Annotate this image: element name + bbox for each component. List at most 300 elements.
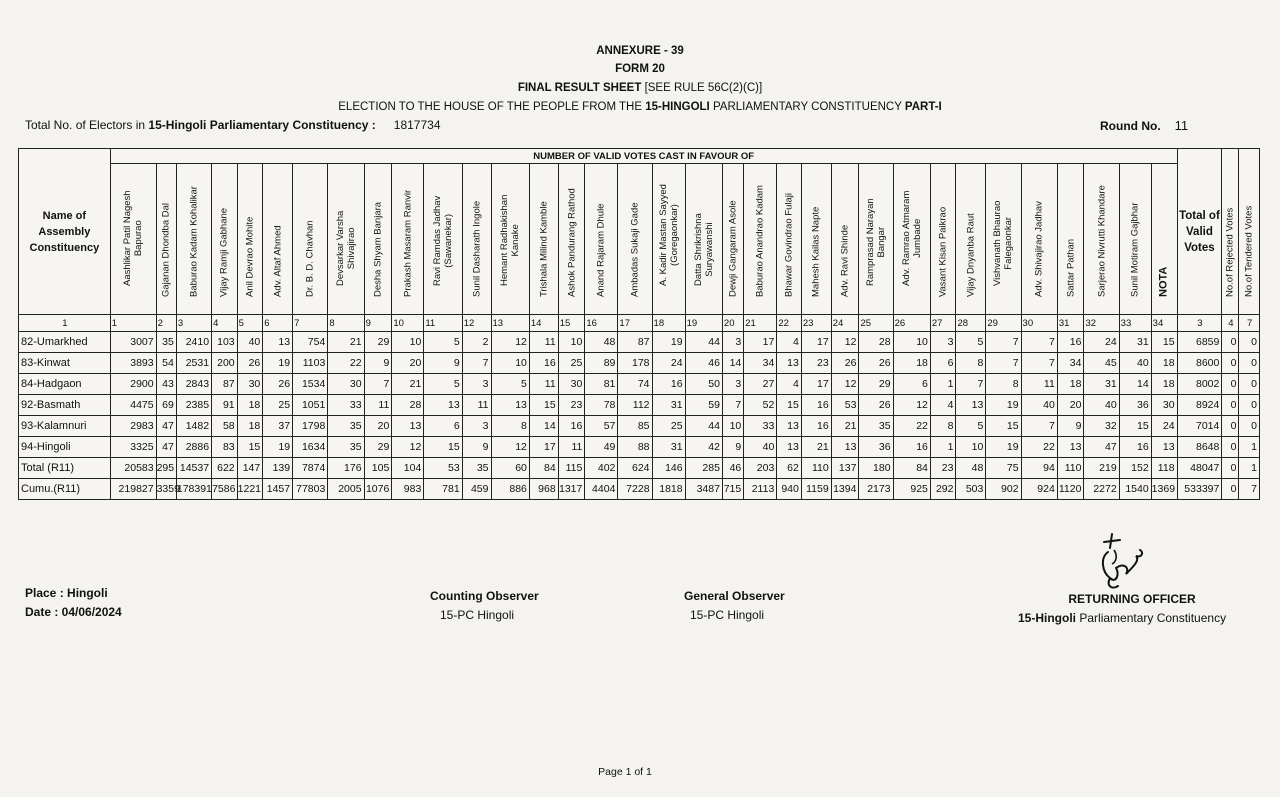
- vote-cell: 21: [801, 437, 831, 458]
- column-index: 17: [618, 315, 652, 332]
- row-name: 82-Umarkhed: [19, 332, 111, 353]
- vote-cell: 7: [1021, 353, 1057, 374]
- vote-cell: 1369: [1151, 479, 1177, 500]
- vote-cell: 13: [1151, 437, 1177, 458]
- rejected-header: [1222, 149, 1239, 315]
- round-number: [1100, 118, 1188, 133]
- vote-cell: 35: [462, 458, 491, 479]
- column-index: 28: [956, 315, 986, 332]
- candidate-header: [831, 164, 859, 315]
- vote-cell: 12: [831, 374, 859, 395]
- vote-cell: 13: [777, 437, 802, 458]
- candidate-name: Baburao Kadam Kohalikar: [188, 186, 200, 297]
- vote-cell: 31: [652, 437, 685, 458]
- electors-value: 1817734: [393, 118, 441, 132]
- candidate-name: Mahesh Kailas Napte: [810, 206, 822, 297]
- vote-cell: 924: [1021, 479, 1057, 500]
- vote-cell: 1: [930, 374, 956, 395]
- vote-cell: 24: [652, 353, 685, 374]
- total-cell: 8648: [1177, 437, 1222, 458]
- vote-cell: 84: [893, 458, 930, 479]
- vote-cell: 2005: [328, 479, 364, 500]
- vote-cell: 1: [930, 437, 956, 458]
- vote-cell: 110: [801, 458, 831, 479]
- column-index: 5: [237, 315, 263, 332]
- candidate-header: [328, 164, 364, 315]
- candidate-name: Gajanan Dhondba Dal: [160, 202, 172, 297]
- column-index: 16: [585, 315, 618, 332]
- name-header: Name of Assembly Constituency: [19, 149, 111, 315]
- vote-cell: 9: [364, 353, 392, 374]
- vote-cell: 3487: [685, 479, 722, 500]
- vote-cell: 2983: [110, 416, 156, 437]
- row-name: Cumu.(R11): [19, 479, 111, 500]
- candidate-header: [893, 164, 930, 315]
- column-index: 6: [263, 315, 293, 332]
- tendered-cell: 0: [1239, 395, 1260, 416]
- vote-cell: 60: [491, 458, 529, 479]
- vote-cell: 16: [558, 416, 585, 437]
- candidate-name: Vishvanath Bhaurao Falegaonkar: [992, 200, 1015, 286]
- vote-cell: 7: [722, 395, 743, 416]
- vote-cell: 968: [529, 479, 558, 500]
- election-pre: ELECTION TO THE HOUSE OF THE PEOPLE FROM THE: [338, 101, 646, 113]
- vote-cell: 32: [1084, 416, 1119, 437]
- vote-cell: 7: [956, 374, 986, 395]
- vote-cell: 1457: [263, 479, 293, 500]
- candidate-header: [956, 164, 986, 315]
- vote-cell: 14: [1119, 374, 1151, 395]
- vote-cell: 62: [777, 458, 802, 479]
- table-row: [19, 332, 1260, 353]
- vote-cell: 5: [956, 416, 986, 437]
- vote-cell: 16: [652, 374, 685, 395]
- vote-cell: 2531: [176, 353, 211, 374]
- returning-officer-title: RETURNING OFFICER: [1068, 592, 1196, 606]
- counting-observer-block: [430, 587, 539, 625]
- vote-cell: 23: [558, 395, 585, 416]
- vote-cell: 85: [618, 416, 652, 437]
- candidate-header: [558, 164, 585, 315]
- vote-cell: 2900: [110, 374, 156, 395]
- candidate-header: [1057, 164, 1084, 315]
- vote-cell: 292: [930, 479, 956, 500]
- vote-cell: 7: [364, 374, 392, 395]
- candidate-header: [462, 164, 491, 315]
- rejected-cell: 0: [1222, 479, 1239, 500]
- vote-cell: 13: [491, 395, 529, 416]
- table-row: [19, 437, 1260, 458]
- candidate-name: Dewji Gangaram Asole: [727, 200, 739, 297]
- vote-cell: 983: [392, 479, 424, 500]
- vote-cell: 37: [263, 416, 293, 437]
- header-row-top: [19, 149, 1260, 164]
- vote-cell: 35: [859, 416, 893, 437]
- vote-cell: 25: [558, 353, 585, 374]
- candidate-header: [585, 164, 618, 315]
- vote-cell: 104: [392, 458, 424, 479]
- vote-cell: 1634: [293, 437, 328, 458]
- column-index: 32: [1084, 315, 1119, 332]
- vote-cell: 18: [237, 416, 263, 437]
- vote-cell: 69: [156, 395, 176, 416]
- row-name: 84-Hadgaon: [19, 374, 111, 395]
- vote-cell: 20: [1057, 395, 1084, 416]
- table-row: [19, 479, 1260, 500]
- candidate-header: [930, 164, 956, 315]
- vote-cell: 25: [652, 416, 685, 437]
- vote-cell: 75: [986, 458, 1021, 479]
- vote-cell: 26: [263, 374, 293, 395]
- vote-cell: 11: [529, 374, 558, 395]
- vote-cell: 34: [744, 353, 777, 374]
- column-index: 8: [328, 315, 364, 332]
- column-index: 29: [986, 315, 1021, 332]
- electors-pre: Total No. of Electors in: [25, 118, 149, 132]
- column-index: 7: [293, 315, 328, 332]
- column-index: 2: [156, 315, 176, 332]
- vote-cell: 2886: [176, 437, 211, 458]
- vote-cell: 3: [722, 332, 743, 353]
- vote-cell: 1051: [293, 395, 328, 416]
- vote-cell: 7: [1021, 332, 1057, 353]
- vote-cell: 503: [956, 479, 986, 500]
- candidate-header: [618, 164, 652, 315]
- vote-cell: 4: [930, 395, 956, 416]
- vote-cell: 22: [1021, 437, 1057, 458]
- vote-cell: 10: [392, 332, 424, 353]
- vote-cell: 10: [491, 353, 529, 374]
- vote-cell: 8: [956, 353, 986, 374]
- vote-cell: 59: [685, 395, 722, 416]
- candidate-header: [685, 164, 722, 315]
- vote-cell: 58: [212, 416, 238, 437]
- column-index: 7: [1239, 315, 1260, 332]
- candidate-header: [1021, 164, 1057, 315]
- election-heading: [0, 100, 1280, 114]
- vote-cell: 33: [744, 416, 777, 437]
- place-text: Place : Hingoli: [25, 586, 108, 600]
- vote-cell: 40: [744, 437, 777, 458]
- vote-cell: 30: [558, 374, 585, 395]
- vote-cell: 3: [722, 374, 743, 395]
- candidate-header: [176, 164, 211, 315]
- vote-cell: 7228: [618, 479, 652, 500]
- vote-cell: 35: [156, 332, 176, 353]
- vote-cell: 27: [744, 374, 777, 395]
- vote-cell: 49: [585, 437, 618, 458]
- candidate-header: [392, 164, 424, 315]
- candidate-name: Datta Shrikrishna Suryawanshi: [692, 213, 715, 286]
- vote-cell: 16: [1057, 332, 1084, 353]
- electors-constituency: 15-Hingoli Parliamentary Constituency :: [148, 118, 376, 132]
- candidate-name: Vijay Ramji Gabhane: [218, 207, 230, 297]
- tendered-cell: 1: [1239, 458, 1260, 479]
- candidate-header: [801, 164, 831, 315]
- tendered-cell: 0: [1239, 416, 1260, 437]
- rejected-cell: 0: [1222, 332, 1239, 353]
- vote-cell: 30: [237, 374, 263, 395]
- vote-cell: 81: [585, 374, 618, 395]
- vote-cell: 1798: [293, 416, 328, 437]
- tendered-cell: 0: [1239, 374, 1260, 395]
- vote-cell: 1818: [652, 479, 685, 500]
- vote-cell: 46: [722, 458, 743, 479]
- vote-cell: 137: [831, 458, 859, 479]
- candidate-name: Ambadas Sukaji Gade: [629, 202, 641, 297]
- vote-cell: 20583: [110, 458, 156, 479]
- candidate-name: NOTA: [1157, 266, 1170, 297]
- candidate-name: Sattar Pathan: [1065, 238, 1077, 297]
- vote-cell: 44: [685, 332, 722, 353]
- tendered-cell: 1: [1239, 437, 1260, 458]
- vote-cell: 19: [263, 353, 293, 374]
- vote-cell: 12: [831, 332, 859, 353]
- vote-cell: 19: [986, 437, 1021, 458]
- candidate-header: [156, 164, 176, 315]
- vote-cell: 13: [424, 395, 462, 416]
- vote-cell: 13: [263, 332, 293, 353]
- vote-cell: 4475: [110, 395, 156, 416]
- vote-cell: 902: [986, 479, 1021, 500]
- vote-cell: 11: [462, 395, 491, 416]
- vote-cell: 105: [364, 458, 392, 479]
- vote-cell: 30: [328, 374, 364, 395]
- vote-cell: 6: [930, 353, 956, 374]
- candidate-header: [491, 164, 529, 315]
- vote-cell: 3: [462, 374, 491, 395]
- vote-cell: 40: [1119, 353, 1151, 374]
- row-name: 83-Kinwat: [19, 353, 111, 374]
- vote-cell: 152: [1119, 458, 1151, 479]
- election-part: PART-I: [904, 101, 942, 113]
- candidate-header: [424, 164, 462, 315]
- vote-cell: 9: [722, 437, 743, 458]
- vote-cell: 10: [558, 332, 585, 353]
- vote-cell: 14: [529, 416, 558, 437]
- vote-cell: 459: [462, 479, 491, 500]
- vote-cell: 4: [777, 374, 802, 395]
- candidate-name: Adv. Shivajirao Jadhav: [1033, 201, 1045, 297]
- row-name: 92-Basmath: [19, 395, 111, 416]
- vote-cell: 53: [831, 395, 859, 416]
- vote-cell: 19: [263, 437, 293, 458]
- vote-cell: 4404: [585, 479, 618, 500]
- vote-cell: 940: [777, 479, 802, 500]
- candidate-name: Baburao Anandrao Kadam: [754, 185, 766, 297]
- vote-cell: 15: [529, 395, 558, 416]
- vote-cell: 112: [618, 395, 652, 416]
- candidate-name: Anil Devrao Mohite: [244, 216, 256, 297]
- candidate-header: [777, 164, 802, 315]
- vote-cell: 1394: [831, 479, 859, 500]
- column-index: 13: [491, 315, 529, 332]
- column-index: 23: [801, 315, 831, 332]
- column-index: 18: [652, 315, 685, 332]
- sheet-title: FINAL RESULT SHEET: [517, 82, 642, 94]
- vote-cell: 2173: [859, 479, 893, 500]
- place-date-block: [25, 584, 122, 622]
- tendered-cell: 7: [1239, 479, 1260, 500]
- candidate-header: [263, 164, 293, 315]
- vote-cell: 11: [1021, 374, 1057, 395]
- vote-cell: 13: [777, 416, 802, 437]
- vote-cell: 23: [930, 458, 956, 479]
- vote-cell: 17: [801, 374, 831, 395]
- vote-cell: 16: [801, 395, 831, 416]
- column-index: 10: [392, 315, 424, 332]
- vote-cell: 285: [685, 458, 722, 479]
- table-row: [19, 374, 1260, 395]
- row-name: Total (R11): [19, 458, 111, 479]
- vote-cell: 16: [801, 416, 831, 437]
- column-index: 15: [558, 315, 585, 332]
- vote-cell: 21: [831, 416, 859, 437]
- vote-cell: 2: [462, 332, 491, 353]
- vote-cell: 11: [364, 395, 392, 416]
- column-index: 4: [1222, 315, 1239, 332]
- total-cell: 6859: [1177, 332, 1222, 353]
- vote-cell: 2272: [1084, 479, 1119, 500]
- table-row: [19, 353, 1260, 374]
- vote-cell: 3325: [110, 437, 156, 458]
- result-table: [18, 148, 1260, 500]
- candidate-name: Sunil Motiram Gajbhar: [1129, 202, 1141, 297]
- vote-cell: 47: [156, 416, 176, 437]
- candidate-name: Trishala Milind Kamble: [538, 201, 550, 297]
- vote-cell: 25: [263, 395, 293, 416]
- tendered-cell: 0: [1239, 332, 1260, 353]
- candidate-name: Bhawar Govindrao Fulaji: [783, 192, 795, 297]
- vote-cell: 22: [328, 353, 364, 374]
- vote-cell: 2410: [176, 332, 211, 353]
- column-index: 34: [1151, 315, 1177, 332]
- column-index: 1: [19, 315, 111, 332]
- candidate-name: Desha Shyam Banjara: [372, 201, 384, 297]
- vote-cell: 6: [893, 374, 930, 395]
- vote-cell: 19: [986, 395, 1021, 416]
- vote-cell: 12: [893, 395, 930, 416]
- vote-cell: 57: [585, 416, 618, 437]
- column-index: 24: [831, 315, 859, 332]
- candidate-header: [293, 164, 328, 315]
- vote-cell: 50: [685, 374, 722, 395]
- vote-cell: 83: [212, 437, 238, 458]
- total-electors: [25, 118, 441, 132]
- vote-cell: 23: [801, 353, 831, 374]
- candidate-header: [212, 164, 238, 315]
- candidate-name: Adv. Ravi Shinde: [839, 224, 851, 297]
- vote-cell: 1120: [1057, 479, 1084, 500]
- vote-cell: 26: [831, 353, 859, 374]
- counting-observer-title: Counting Observer: [430, 589, 539, 603]
- vote-cell: 7874: [293, 458, 328, 479]
- vote-cell: 1076: [364, 479, 392, 500]
- vote-cell: 26: [237, 353, 263, 374]
- vote-cell: 7: [986, 332, 1021, 353]
- total-header: Total of Valid Votes: [1177, 149, 1222, 315]
- vote-cell: 47: [156, 437, 176, 458]
- total-cell: 8002: [1177, 374, 1222, 395]
- vote-cell: 43: [156, 374, 176, 395]
- column-index: 27: [930, 315, 956, 332]
- column-index: 33: [1119, 315, 1151, 332]
- vote-cell: 15: [986, 416, 1021, 437]
- vote-cell: 15: [424, 437, 462, 458]
- general-observer-title: General Observer: [684, 589, 785, 603]
- vote-cell: 2843: [176, 374, 211, 395]
- vote-cell: 28: [859, 332, 893, 353]
- vote-cell: 29: [364, 437, 392, 458]
- returning-officer-block: [1018, 590, 1226, 628]
- rejected-cell: 0: [1222, 437, 1239, 458]
- vote-cell: 624: [618, 458, 652, 479]
- vote-cell: 16: [529, 353, 558, 374]
- vote-cell: 147: [237, 458, 263, 479]
- vote-cell: 4: [777, 332, 802, 353]
- vote-cell: 29: [364, 332, 392, 353]
- vote-cell: 31: [1119, 332, 1151, 353]
- candidate-name: Aashlikar Patil Nagesh Bapurao: [122, 190, 145, 286]
- header-row-candidates: [19, 164, 1260, 315]
- vote-cell: 42: [685, 437, 722, 458]
- total-cell: 533397: [1177, 479, 1222, 500]
- vote-cell: 17: [744, 332, 777, 353]
- vote-cell: 7: [986, 353, 1021, 374]
- candidate-header: [529, 164, 558, 315]
- election-mid: PARLIAMENTARY CONSTITUENCY: [709, 101, 905, 113]
- vote-cell: 3007: [110, 332, 156, 353]
- vote-cell: 16: [1119, 437, 1151, 458]
- vote-cell: 886: [491, 479, 529, 500]
- tendered-header: [1239, 149, 1260, 315]
- candidate-header: [1119, 164, 1151, 315]
- column-index: 19: [685, 315, 722, 332]
- vote-cell: 40: [1021, 395, 1057, 416]
- vote-cell: 1540: [1119, 479, 1151, 500]
- vote-cell: 15: [1119, 416, 1151, 437]
- vote-cell: 295: [156, 458, 176, 479]
- vote-cell: 13: [392, 416, 424, 437]
- candidate-header: [237, 164, 263, 315]
- candidate-name: Sunil Dasharath Ingole: [471, 200, 483, 297]
- rejected-cell: 0: [1222, 395, 1239, 416]
- vote-cell: 31: [1084, 374, 1119, 395]
- column-index: 1: [110, 315, 156, 332]
- vote-cell: 139: [263, 458, 293, 479]
- vote-cell: 2113: [744, 479, 777, 500]
- vote-cell: 17: [529, 437, 558, 458]
- vote-cell: 15: [1151, 332, 1177, 353]
- total-cell: 48047: [1177, 458, 1222, 479]
- candidate-name: Vasant Kisan Paikrao: [937, 206, 949, 297]
- vote-cell: 78: [585, 395, 618, 416]
- vote-cell: 30: [1151, 395, 1177, 416]
- vote-cell: 203: [744, 458, 777, 479]
- vote-cell: 118: [1151, 458, 1177, 479]
- candidate-header: [364, 164, 392, 315]
- general-observer-block: [684, 587, 785, 625]
- vote-cell: 1159: [801, 479, 831, 500]
- sheet-heading: [0, 81, 1280, 95]
- vote-cell: 2385: [176, 395, 211, 416]
- vote-cell: 18: [237, 395, 263, 416]
- vote-cell: 13: [1057, 437, 1084, 458]
- vote-cell: 24: [1151, 416, 1177, 437]
- vote-cell: 24: [1084, 332, 1119, 353]
- vote-cell: 13: [956, 395, 986, 416]
- vote-cell: 402: [585, 458, 618, 479]
